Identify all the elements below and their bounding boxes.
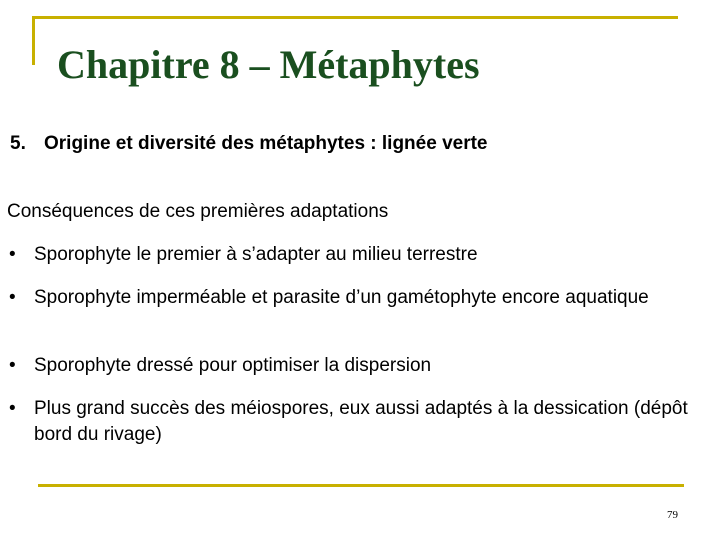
section-heading: [10, 131, 488, 157]
bullet-dot: •: [9, 398, 16, 419]
section-number: 5.: [10, 133, 26, 154]
bullet-item: [9, 396, 709, 448]
bullet-text: Sporophyte imperméable et parasite d’un gamétophyte encore aquatique: [34, 287, 649, 308]
frame-top-rule: [32, 16, 678, 19]
frame-bottom-rule: [38, 484, 684, 487]
bullet-item: [9, 353, 709, 379]
bullet-dot: •: [9, 244, 16, 265]
intro-text: Conséquences de ces premières adaptations: [7, 201, 389, 222]
bullet-text: Plus grand succès des méiospores, eux aussi adaptés à la dessication (dépôt bord du rivage): [34, 398, 688, 445]
slide-title: Chapitre 8 – Métaphytes: [57, 42, 480, 87]
bullet-dot: •: [9, 355, 16, 376]
bullet-item: [9, 242, 709, 268]
section-label: Origine et diversité des métaphytes : lignée verte: [44, 133, 488, 154]
bullet-dot: •: [9, 287, 16, 308]
frame-left-rule: [32, 16, 35, 65]
bullet-text: Sporophyte le premier à s’adapter au milieu terrestre: [34, 244, 478, 265]
bullet-item: [9, 285, 709, 311]
bullet-text: Sporophyte dressé pour optimiser la dispersion: [34, 355, 432, 376]
page-number: 79: [667, 509, 678, 521]
